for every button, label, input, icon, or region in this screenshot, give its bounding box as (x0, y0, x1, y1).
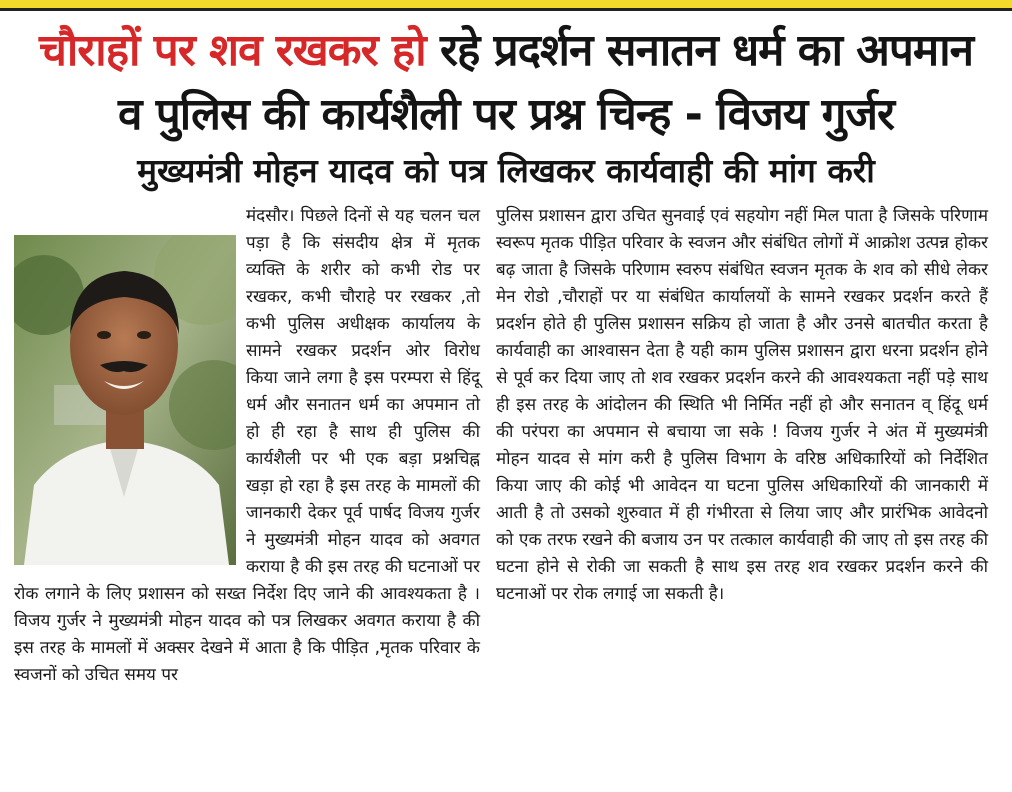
subheadline: मुख्यमंत्री मोहन यादव को पत्र लिखकर कार्यवाही की मांग करी (137, 151, 875, 190)
article-left-text: मंदसौर। पिछले दिनों से यह चलन चल पड़ा है कि संसदीय क्षेत्र में मृतक व्यक्ति के शरीर को कभी रोड पर रखकर, कभी चौराहे पर रखकर ,तो कभी पुलिस अधीक्षक कार्यालय के सामने रखकर प्रदर्शन ओर विरोध किया जाने लगा है इस परम्परा से हिंदू धर्म और सनातन धर्म का अपमान तो हो ही रहा है साथ ही पुलिस की कार्यशैली पर भी एक बड़ा प्रश्नचिह्न खड़ा हो रहा है इस तरह के मामलों की जानकारी देकर पूर्व पार्षद विजय गुर्जर ने मुख्यमंत्री मोहन यादव को अवगत कराया है की इस तरह की घटनाओं पर रोक लगाने के लिए प्रशासन को सख्त निर्देश दिए जाने की आवश्यकता है । विजय गुर्जर ने मुख्यमंत्री मोहन यादव को पत्र लिखकर अवगत कराया है की इस तरह के मामलों में अक्सर देखने में आता है कि पीड़ित ,मृतक परिवार के स्वजनों को उचित समय पर (14, 206, 480, 685)
top-color-band (0, 0, 1012, 14)
top-band-yellow (0, 0, 1012, 8)
top-band-black (0, 8, 1012, 11)
headline-red-part: चौराहों पर शव रखकर हो (38, 25, 426, 76)
article-right-column (496, 203, 988, 608)
portrait-photo (14, 235, 236, 565)
headline-line-2: व पुलिस की कार्यशैली पर प्रश्न चिन्ह - विजय गुर्जर (117, 89, 895, 140)
headline-black-part: रहे प्रदर्शन सनातन धर्म का अपमान (439, 25, 974, 76)
portrait-illustration (14, 235, 236, 565)
article-right-text: पुलिस प्रशासन द्वारा उचित सुनवाई एवं सहयोग नहीं मिल पाता है जिसके परिणाम स्वरूप मृतक पीड़ित परिवार के स्वजन और संबंधित लोगों में आक्रोश उत्पन्न होकर बढ़ जाता है जिसके परिणाम स्वरुप संबंधित स्वजन मृतक के शव को सीधे लेकर मेन रोडो ,चौराहों पर या संबंधित कार्यालयों के सामने रखकर प्रदर्शन करते हैं प्रदर्शन होते ही पुलिस प्रशासन सक्रिय हो जाता है और उनसे बातचीत करता है कार्यवाही का आश्वासन देता है यही काम पुलिस प्रशासन द्वारा धरना प्रदर्शन होने से पूर्व कर दिया जाए तो शव रखकर प्रदर्शन करने की आवश्यकता नहीं पड़े साथ ही इस तरह के आंदोलन की स्थिति भी निर्मित नहीं हो और सनातन व् हिंदू धर्म की परंपरा का अपमान से बचाया जा सके ! विजय गुर्जर ने अंत में मुख्यमंत्री मोहन यादव से मांग करी है पुलिस विभाग के वरिष्ठ अधिकारियों को निर्देशित किया जाए की कोई भी आवेदन या घटना पुलिस अधिकारियों की जानकारी में आती है तो उसको शुरुवात में ही गंभीरता से लिया जाए और प्रारंभिक आवेदनो को एक तरफ रखने की बजाय उन पर तत्काल कार्यवाही की जाए तो इस तरह की घटना होने से रोकी जा सकती है साथ इस तरह शव रखकर प्रदर्शन करने की घटनाओं पर रोक लगाई जा सकती है। (496, 206, 988, 604)
headline-line-1 (0, 22, 1012, 80)
article-left-column (14, 203, 480, 689)
